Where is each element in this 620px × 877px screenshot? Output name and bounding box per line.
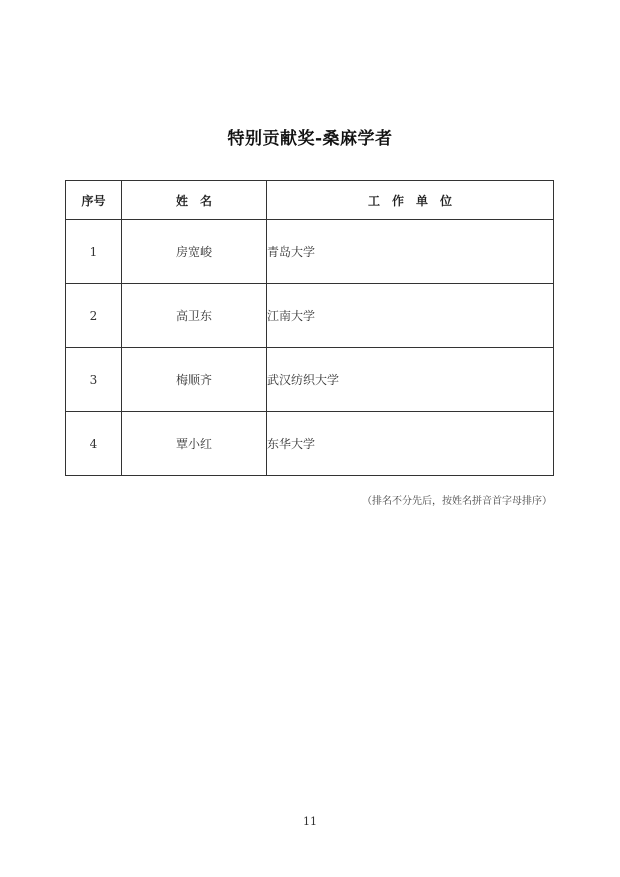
table-row (66, 412, 554, 476)
cell-unit: 青岛大学 (267, 220, 554, 284)
table-row (66, 284, 554, 348)
page-number: 11 (303, 815, 317, 828)
cell-name: 梅顺齐 (122, 348, 267, 412)
cell-name: 覃小红 (122, 412, 267, 476)
table-header-row (66, 181, 554, 220)
cell-unit: 武汉纺织大学 (267, 348, 554, 412)
awardees-table (65, 180, 554, 476)
cell-name: 房宽峻 (122, 220, 267, 284)
cell-index: 4 (66, 412, 122, 476)
cell-index: 1 (66, 220, 122, 284)
header-unit: 工 作 单 位 (267, 181, 554, 220)
cell-name: 高卫东 (122, 284, 267, 348)
sorting-note: （排名不分先后，按姓名拼音首字母排序） (362, 496, 552, 507)
header-name: 姓 名 (122, 181, 267, 220)
table-row (66, 220, 554, 284)
cell-unit: 江南大学 (267, 284, 554, 348)
table-row (66, 348, 554, 412)
cell-unit: 东华大学 (267, 412, 554, 476)
page-title: 特别贡献奖-桑麻学者 (227, 129, 393, 149)
cell-index: 3 (66, 348, 122, 412)
cell-index: 2 (66, 284, 122, 348)
header-index: 序号 (66, 181, 122, 220)
